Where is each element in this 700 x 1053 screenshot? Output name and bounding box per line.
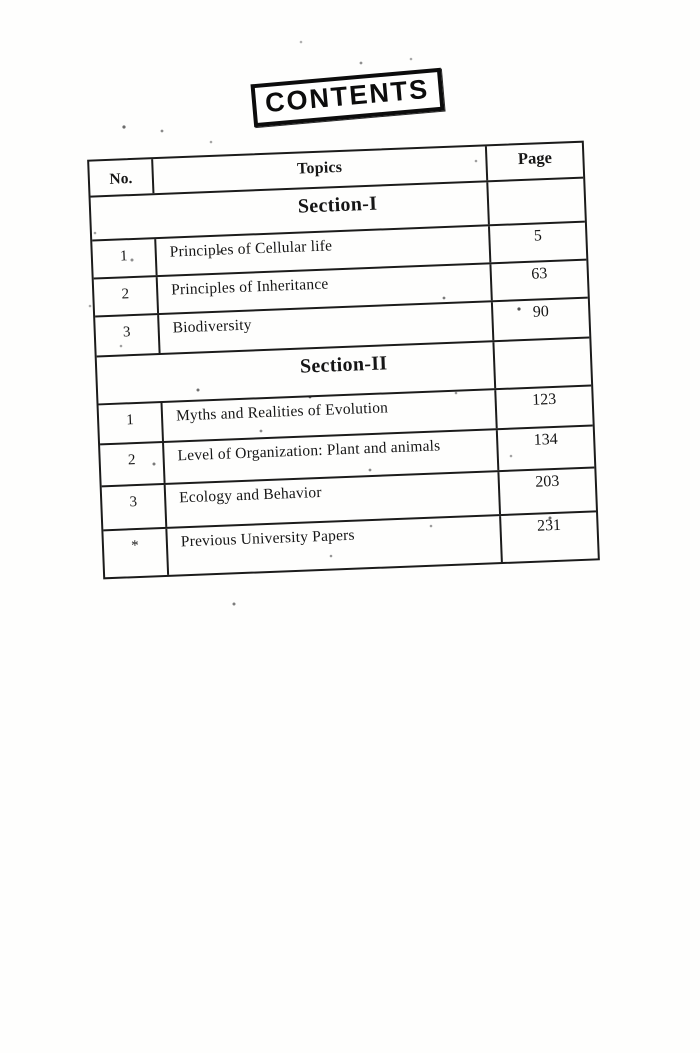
row-topic: Level of Organization: Plant and animals bbox=[164, 430, 499, 483]
row-no: 2 bbox=[94, 277, 159, 315]
row-no: 1 bbox=[99, 403, 164, 443]
row-page: 203 bbox=[535, 472, 560, 491]
row-page: 134 bbox=[533, 430, 559, 449]
contents-table bbox=[87, 141, 600, 580]
column-header-page: Page bbox=[517, 147, 553, 169]
row-page: 90 bbox=[532, 303, 550, 321]
row-topic: Ecology and Behavior bbox=[166, 472, 501, 527]
row-no: 2 bbox=[100, 443, 165, 485]
row-no: * bbox=[103, 529, 169, 577]
row-topic: Principles of Cellular life bbox=[156, 226, 491, 275]
row-no: 1 bbox=[92, 239, 157, 277]
section-title: Section-I bbox=[297, 192, 378, 218]
row-topic: Principles of Inheritance bbox=[158, 264, 493, 313]
row-topic: Biodiversity bbox=[159, 302, 494, 353]
row-page: 63 bbox=[531, 265, 548, 283]
scan-speckles bbox=[0, 0, 2, 2]
row-topic: Previous University Papers bbox=[167, 516, 503, 575]
row-page: 123 bbox=[531, 390, 557, 409]
row-no: 3 bbox=[102, 485, 168, 529]
section-title: Section-II bbox=[299, 352, 388, 378]
row-no: 3 bbox=[95, 315, 160, 355]
row-page: 5 bbox=[533, 227, 543, 245]
column-header-no: No. bbox=[89, 159, 154, 195]
row-page: 231 bbox=[536, 516, 562, 535]
row-topic: Myths and Realities of Evolution bbox=[163, 390, 498, 441]
contents-banner bbox=[250, 68, 444, 127]
contents-banner-title: CONTENTS bbox=[263, 73, 431, 119]
column-header-topics: Topics bbox=[153, 146, 488, 193]
